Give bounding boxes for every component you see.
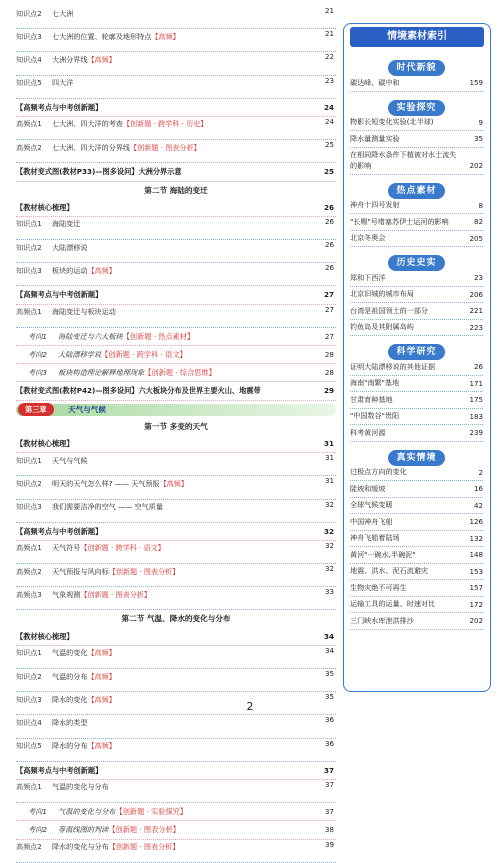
toc-page: 23 [322,76,334,87]
toc-title: 七大洲 [52,8,74,18]
toc-title: 【高频考点与中考创新题】 [16,102,103,112]
toc-row[interactable] [16,364,336,382]
index-item[interactable] [350,320,483,337]
chapter-band [16,404,336,416]
toc-row[interactable] [16,401,336,418]
toc-title: 明天的天气怎么样? —— 天气预报 [52,478,160,488]
index-item[interactable] [350,231,483,248]
index-item-text: 神舟十四号发射 [350,200,400,209]
index-item[interactable] [350,115,483,132]
index-panel-content [350,52,483,630]
toc-page: 27 [321,286,334,303]
toc-page: 28 [322,364,334,381]
index-item-text: 神舟飞船着陆场 [350,533,400,542]
index-item-text: 海南"南繁"基地 [350,378,400,387]
index-item-text: "长赐"号堵塞苏伊士运河的影响 [350,216,449,226]
index-item-text: 北京旧城的城市布局 [350,289,414,298]
index-item-text: 甘肃育种基地 [350,394,393,404]
toc-label: 知识点1 [16,648,42,658]
index-item[interactable] [350,580,483,597]
index-item-text: 过极点方向的变化 [350,467,407,476]
toc-page: 26 [322,263,334,274]
index-item-text: 地震、洪水、泥石流避灾 [350,566,429,575]
toc-label: 高频点1 [16,782,42,792]
index-item-page: 183 [469,411,483,421]
toc-label: 知识点1 [16,455,42,465]
toc-tag: 【创新题 · 热点素材】 [122,331,195,341]
index-item[interactable] [350,75,483,92]
index-item-page: 206 [469,289,483,299]
toc-row[interactable] [16,6,336,29]
index-item-page: 132 [469,533,483,543]
toc-page: 39 [322,840,334,851]
toc-tag: 【创新题 · 综合思维】 [144,368,216,378]
toc-label: 高频点1 [16,119,42,129]
toc-tag: 【创新题 · 跨学科 · 语文】 [80,543,165,553]
index-item-page: 35 [473,134,483,143]
index-item-text: 碳达峰、碳中和 [350,77,400,87]
toc-row[interactable] [16,523,336,541]
index-item-text: 陡坡和缓坡 [350,483,386,493]
toc-title: 气温的变化与分布 [52,782,109,792]
toc-row[interactable] [16,418,336,435]
toc-tag: 【高频】 [151,31,180,41]
category-label: 历史史实 [388,255,444,271]
toc-row[interactable] [16,541,336,564]
index-item[interactable] [350,547,483,564]
index-item-text: 运输工具的运量、时速对比 [350,599,436,608]
toc-page: 34 [321,628,334,645]
index-item-page: 42 [473,500,483,510]
index-item[interactable] [350,303,483,320]
toc-title: 【高频考点与中考创新题】 [16,290,103,300]
toc-tag: 【高频】 [159,478,188,488]
index-item[interactable] [350,131,483,148]
index-item[interactable] [350,409,483,426]
index-item-page: 223 [469,322,483,332]
toc-tag: 【高频】 [87,54,116,64]
index-item-text: 郑和下西洋 [350,272,386,282]
category-header [350,339,483,357]
index-item-page: 82 [473,217,483,226]
toc-page: 38 [322,821,334,838]
chapter-title: 天气与气候 [68,404,106,414]
toc-page: 36 [322,715,334,726]
index-item-page: 202 [469,616,483,625]
toc-title: 七大洲、四大洋的考查 [52,119,123,129]
toc-title: 【教材核心梳理】 [16,438,74,448]
category-header [350,95,483,113]
toc-row[interactable] [16,762,336,780]
index-item-text: 全球气候变暖 [350,500,393,509]
toc-label: 考向2 [28,825,47,835]
toc-tag: 【高频】 [87,265,116,275]
toc-label: 知识点4 [16,54,42,64]
toc-page: 37 [322,780,334,791]
toc-page: 33 [322,587,334,598]
toc-tag: 【创新题 · 图表分析】 [130,142,201,152]
toc-row[interactable] [16,286,336,304]
toc-tag: 【创新题 · 图表分析】 [80,589,151,599]
index-item[interactable] [350,425,483,442]
index-item-page: 126 [469,517,483,526]
toc-page: 37 [321,762,334,779]
toc-label: 知识点2 [16,8,42,18]
toc-title: 四大洋 [52,78,74,88]
toc-label: 考向1 [28,331,47,341]
toc-title: 天气预报与风向标 [52,566,109,576]
toc-label: 高频点2 [16,842,42,851]
index-item-page: 239 [469,428,483,437]
toc-label: 考向3 [28,368,47,378]
toc-page: 24 [321,99,334,116]
toc-row[interactable] [16,76,336,99]
toc-title: 海陆变迁与板块运动 [52,307,116,317]
toc-label: 知识点2 [16,671,42,681]
toc-label: 知识点4 [16,717,42,727]
index-item-page: 175 [469,395,483,404]
toc-row[interactable] [16,117,336,140]
toc-row[interactable] [16,305,336,328]
toc-page: 35 [322,669,334,680]
toc-row[interactable] [16,628,336,646]
category-label: 时代新貌 [388,60,444,76]
toc-page: 26 [322,217,334,228]
index-item[interactable] [350,465,483,482]
toc-tag: 【创新题 · 跨学科 · 历史】 [122,119,208,129]
toc-label: 知识点5 [16,78,42,88]
toc-title: 【教材核心梳理】 [16,202,74,212]
index-item-text: 中国神舟飞船 [350,516,393,526]
toc-row[interactable] [16,382,336,400]
toc-row[interactable] [16,803,336,821]
category-label: 实验探究 [388,100,444,116]
index-item[interactable] [350,498,483,515]
toc-row[interactable] [16,587,336,610]
page-number: 2 [246,700,254,713]
index-item[interactable] [350,270,483,287]
toc-row[interactable] [16,500,336,523]
toc-title: 海陆变迁 [52,219,81,229]
category-header [350,250,483,268]
index-item-text: 降水量测量实验 [350,133,400,143]
toc-label: 高频点3 [16,589,42,599]
toc-page: 27 [322,305,334,316]
index-item[interactable] [350,198,483,215]
index-item[interactable] [350,148,483,175]
index-item-text: 台湾是祖国领土的一部分 [350,305,429,315]
index-item-text: 生物灾绝不可再生 [350,582,407,592]
toc-page: 32 [322,564,334,575]
chapter-badge: 第三章 [18,403,54,416]
toc-page: 31 [321,435,334,452]
toc-title: 海陆变迁与六大板块 [58,331,123,341]
toc-label: 知识点2 [16,242,42,252]
toc-title: 【教材变式图(教材P42)—图多设问】六大板块分布及世界主要火山、地震带 [16,386,261,396]
index-item[interactable] [350,564,483,581]
toc-title: 七大洲、四大洋的分界线 [52,142,131,152]
toc-label: 考向2 [28,350,47,359]
toc-label: 知识点3 [16,31,42,41]
index-item-page: 172 [469,599,483,609]
toc-page: 32 [322,541,334,552]
toc-page: 21 [322,29,334,40]
index-item-page: 2 [478,467,483,477]
toc-label: 高频点2 [16,142,42,152]
toc-title: 气温的变化与分布 [58,807,116,817]
toc-label: 考向1 [28,807,47,817]
index-item-page: 202 [469,161,483,170]
toc-row[interactable] [16,29,336,52]
index-item-text: 证明大陆漂移说的其他证据 [350,361,436,371]
index-item[interactable] [350,392,483,409]
index-item[interactable] [350,514,483,531]
toc-row[interactable] [16,182,336,199]
toc-tag: 【高频】 [87,741,116,751]
toc-row[interactable] [16,263,336,286]
toc-row[interactable] [16,739,336,762]
index-item[interactable] [350,597,483,614]
toc-row[interactable] [16,610,336,627]
toc-page: 31 [322,453,334,464]
index-item-page: 205 [469,233,483,243]
toc-row[interactable] [16,346,336,364]
toc-title: 【教材变式图(教材P33)—图多设问】大洲分界示意 [16,167,182,177]
index-item-text: 物影长短变化实验(北半球) [350,117,434,126]
toc-title: 板块构造理论解释地理现象 [58,368,145,378]
toc-label: 知识点5 [16,741,42,751]
toc-title: 天气与气候 [52,455,88,465]
toc-title: 降水的分布 [52,741,88,751]
toc-page: 32 [321,523,334,540]
toc-tag: 【高频】 [87,648,116,658]
toc-row[interactable] [16,564,336,587]
category-header [350,445,483,463]
index-item-text: 科考黄河源 [350,427,386,437]
index-item-text: 北京冬奥会 [350,233,386,242]
toc-row[interactable] [16,840,336,863]
toc-page: 32 [322,500,334,511]
index-item[interactable] [350,214,483,231]
toc-title: 板块的运动 [52,265,88,275]
toc-row[interactable] [16,715,336,738]
toc-title: 第二节 气温、降水的变化与分布 [121,614,231,624]
toc-title: 我们需要洁净的空气 —— 空气质量 [52,502,163,511]
category-header [350,55,483,73]
toc-row[interactable] [16,435,336,453]
index-item-page: 157 [469,583,483,592]
toc-label: 高频点2 [16,566,42,576]
toc-title: 大陆漂移说 [52,242,88,252]
index-item[interactable] [350,359,483,376]
toc-row[interactable] [16,199,336,217]
toc-page: 37 [322,803,334,820]
toc-page: 36 [322,739,334,750]
index-item[interactable] [350,613,483,630]
toc-tag: 【创新题 · 跨学科 · 语文】 [101,350,187,359]
table-of-contents [16,6,336,863]
toc-page: 24 [322,117,334,128]
index-item-page: 9 [478,117,483,127]
index-item-text: 在相同降水条件下植被对水土流失的影响 [350,150,457,170]
index-item-page: 221 [469,306,483,315]
index-item-page: 148 [469,550,483,559]
toc-tag: 【高频】 [87,694,116,704]
toc-title: 七大洲的位置、轮廓及地形特点 [52,31,152,41]
toc-row[interactable] [16,163,336,181]
index-item-page: 16 [473,484,483,493]
toc-title: 【高频考点与中考创新题】 [16,526,103,536]
index-item-text: 黄河"一碗水,半碗泥" [350,549,416,559]
toc-page: 28 [322,346,334,363]
toc-tag: 【创新题 · 实验探究】 [115,807,188,817]
toc-title: 降水的变化 [52,694,88,704]
toc-title: 等温线图的判读 [58,825,109,835]
toc-page: 29 [321,382,334,399]
index-item-page: 159 [469,78,483,87]
toc-row[interactable] [16,821,336,839]
toc-row[interactable] [16,476,336,499]
toc-row[interactable] [16,99,336,117]
toc-row[interactable] [16,328,336,346]
index-item-text: 钓鱼岛及其附属岛屿 [350,322,414,331]
toc-page: 26 [322,240,334,251]
category-label: 真实情境 [388,450,444,466]
toc-row[interactable] [16,646,336,669]
toc-tag: 【创新题 · 图表分析】 [108,825,180,835]
toc-title: 大陆漂移学说 [58,350,102,359]
toc-page: 34 [322,646,334,657]
toc-title: 降水的类型 [52,717,88,727]
index-item-page: 26 [473,362,483,371]
index-item-page: 8 [478,200,483,210]
toc-label: 知识点2 [16,478,42,488]
toc-tag: 【创新题 · 图表分析】 [108,842,180,851]
toc-title: 【高频考点与中考创新题】 [16,765,103,775]
toc-row[interactable] [16,140,336,163]
toc-row[interactable] [16,453,336,476]
category-label: 热点素材 [388,183,444,199]
toc-row[interactable] [16,52,336,75]
toc-label: 知识点3 [16,502,42,511]
toc-row[interactable] [16,217,336,240]
index-panel-title: 情境素材索引 [350,27,484,47]
toc-page: 35 [322,692,334,703]
toc-label: 知识点3 [16,694,42,704]
toc-label: 高频点1 [16,307,42,317]
toc-label: 高频点1 [16,543,42,553]
index-item-page: 23 [473,273,483,282]
toc-title: 【教材核心梳理】 [16,631,74,641]
index-item-page: 171 [469,378,483,388]
index-item[interactable] [350,376,483,393]
toc-tag: 【高频】 [87,671,116,681]
toc-tag: 【创新题 · 图表分析】 [108,566,180,576]
toc-title: 大洲分界线 [52,54,88,64]
toc-title: 天气符号 [52,543,81,553]
category-label: 科学研究 [388,344,444,360]
toc-page: 31 [322,476,334,487]
index-item[interactable] [350,481,483,498]
toc-page: 22 [322,52,334,63]
toc-label: 知识点1 [16,219,42,229]
toc-page: 26 [321,199,334,216]
toc-row[interactable] [16,780,336,803]
category-header [350,178,483,196]
toc-row[interactable] [16,240,336,263]
toc-page: 25 [322,140,334,151]
toc-page: 21 [322,6,334,17]
toc-title: 气象观测 [52,589,81,599]
index-item-page: 153 [469,566,483,576]
toc-row[interactable] [16,669,336,692]
toc-title: 第二节 海陆的变迁 [144,185,208,195]
toc-title: 气温的分布 [52,671,88,681]
index-item[interactable] [350,287,483,304]
index-item[interactable] [350,531,483,548]
toc-page: 25 [321,163,334,180]
index-item-text: "中国数谷"贵阳 [350,411,400,420]
index-item-text: 三门峡水库泄洪排沙 [350,615,414,625]
toc-title: 气温的变化 [52,648,88,658]
toc-label: 知识点3 [16,265,42,275]
toc-page: 27 [322,328,334,345]
toc-title: 降水的变化与分布 [52,842,109,851]
toc-title: 第一节 多变的天气 [144,421,208,431]
